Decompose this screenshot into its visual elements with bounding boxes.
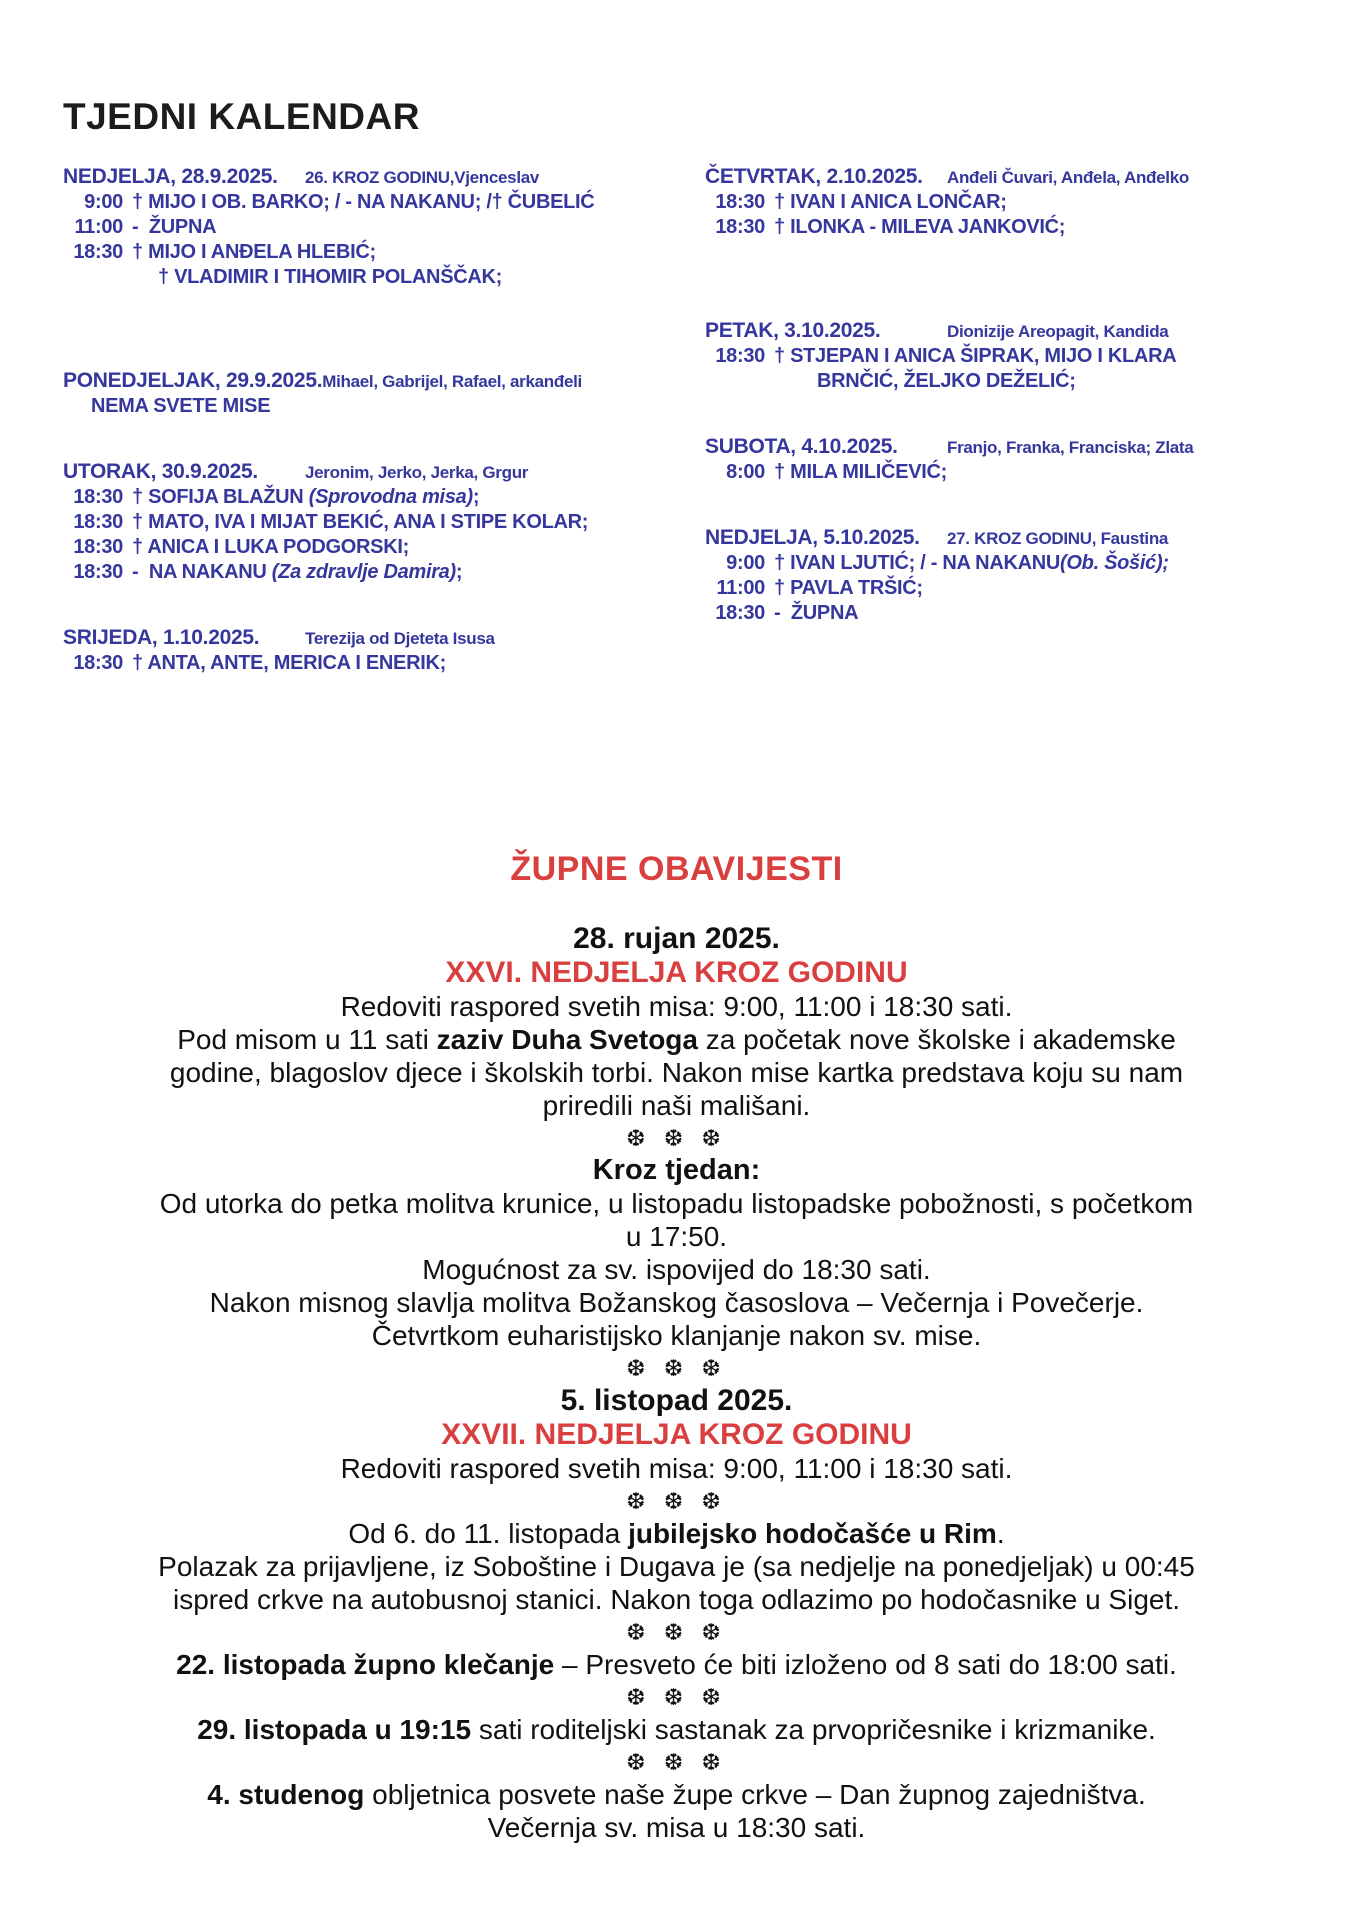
day-header — [705, 164, 1305, 190]
mass-time: 9:00 — [84, 191, 123, 213]
text-segment: Nakon misnog slavlja molitva Božanskog časoslova – Večernja i Povečerje. — [209, 1287, 1144, 1318]
text-segment: † MIJO I OB. BARKO; / - NA NAKANU; /† ČUBELIĆ — [132, 191, 595, 213]
announcement-body — [43, 1517, 1311, 1550]
day-block — [705, 164, 1305, 240]
mass-time: 11:00 — [74, 216, 123, 238]
mass-text — [132, 216, 216, 238]
day-block — [705, 434, 1305, 485]
mass-text — [132, 561, 462, 583]
text-segment: Od 6. do 11. listopada — [348, 1518, 629, 1549]
day-header — [705, 318, 1305, 344]
day-block — [63, 459, 663, 585]
mass-text — [774, 602, 858, 624]
announcement-body — [43, 1713, 1311, 1746]
text-segment: ; — [472, 486, 480, 508]
text-segment: BRNČIĆ, ŽELJKO DEŽELIĆ; — [817, 370, 1076, 392]
day-block — [705, 318, 1305, 394]
mass-text — [132, 241, 376, 263]
announcement-h_black: 5. listopad 2025. — [560, 1384, 793, 1417]
text-segment: - NA NAKANU — [132, 561, 272, 583]
day-block — [63, 164, 663, 290]
day-feast: Anđeli Čuvari, Anđela, Anđelko — [947, 168, 1189, 187]
day-header — [705, 434, 1305, 460]
text-segment: Polazak za prijavljene, iz Soboštine i Dugava je (sa nedjelje na ponedjeljak) u 00:45 — [158, 1551, 1195, 1582]
text-segment: jubilejsko hodočašće u Rim — [628, 1518, 997, 1549]
text-segment: - ŽUPNA — [132, 216, 217, 238]
announcement-h_black: 28. rujan 2025. — [573, 922, 780, 955]
announcement-body — [43, 1319, 1311, 1352]
calendar-column-left — [63, 164, 663, 716]
snowflake-separator: ❆ ❆ ❆ — [626, 1125, 727, 1151]
mass-line — [63, 651, 663, 676]
mass-line — [63, 510, 663, 535]
text-segment: ispred crkve na autobusnoj stanici. Nakon toga odlazimo po hodočasnike u Siget. — [172, 1584, 1181, 1615]
text-segment: sati roditeljski sastanak za prvopričesnike i krizmanike. — [471, 1714, 1156, 1745]
text-segment: za početak nove školske i akademske — [697, 1024, 1176, 1055]
day-date: ČETVRTAK, 2.10.2025. — [705, 165, 923, 188]
day-block — [63, 368, 663, 419]
mass-time: 18:30 — [73, 511, 123, 533]
text-segment: 29. listopada u 19:15 — [197, 1714, 472, 1745]
mass-time: 18:30 — [715, 602, 765, 624]
mass-line — [63, 190, 663, 215]
announcement-body — [43, 1452, 1311, 1485]
mass-line — [63, 485, 663, 510]
text-segment: † ILONKA - MILEVA JANKOVIĆ; — [774, 216, 1066, 238]
announcement-body — [43, 1286, 1311, 1319]
mass-text — [774, 552, 1169, 574]
text-segment: godine, blagoslov djece i školskih torbi. Nakon mise kartka predstava koju su nam — [169, 1057, 1184, 1088]
announcement-h_red: XXVI. NEDJELJA KROZ GODINU — [445, 956, 908, 989]
text-segment: NEMA SVETE MISE — [91, 395, 271, 417]
snowflake-separator: ❆ ❆ ❆ — [626, 1619, 727, 1645]
day-header — [63, 164, 663, 190]
text-segment: . — [996, 1518, 1005, 1549]
day-feast: Mihael, Gabrijel, Rafael, arkanđeli — [322, 372, 582, 391]
announcement-body — [43, 1253, 1311, 1286]
text-segment: Redoviti raspored svetih misa: 9:00, 11:00 i 18:30 sati. — [340, 991, 1013, 1022]
announcement-body — [43, 1187, 1311, 1220]
text-segment: † VLADIMIR I TIHOMIR POLANŠČAK; — [158, 266, 503, 288]
mass-text — [774, 216, 1065, 238]
mass-line — [63, 240, 663, 265]
announcements-title: ŽUPNE OBAVIJESTI — [510, 850, 843, 888]
announcement-body — [43, 1023, 1311, 1056]
mass-line — [705, 460, 1305, 485]
mass-line — [705, 551, 1305, 576]
text-segment: † IVAN I ANICA LONČAR; — [774, 191, 1007, 213]
day-header — [63, 368, 663, 394]
mass-line — [705, 215, 1305, 240]
text-segment: Mogućnost za sv. ispovijed do 18:30 sati. — [422, 1254, 931, 1285]
mass-time: 18:30 — [715, 345, 765, 367]
announcement-body — [43, 1089, 1311, 1122]
text-segment: † SOFIJA BLAŽUN — [132, 486, 309, 508]
day-header — [63, 625, 663, 651]
text-segment: Od utorka do petka molitva krunice, u listopadu listopadske pobožnosti, s početkom — [159, 1188, 1194, 1219]
text-segment: – Presveto će biti izloženo od 8 sati do 18:00 sati. — [554, 1649, 1177, 1680]
text-segment: † MILA MILIČEVIĆ; — [774, 461, 948, 483]
parish-announcements — [43, 850, 1311, 1844]
announcement-h_red: XXVII. NEDJELJA KROZ GODINU — [441, 1418, 912, 1451]
mass-time: 18:30 — [73, 536, 123, 558]
mass-line — [63, 215, 663, 240]
mass-line — [63, 535, 663, 560]
announcement-body — [43, 1056, 1311, 1089]
mass-time: 18:30 — [73, 561, 123, 583]
text-segment: Redoviti raspored svetih misa: 9:00, 11:00 i 18:30 sati. — [340, 1453, 1013, 1484]
announcement-body — [43, 1811, 1311, 1844]
text-segment: ; — [455, 561, 463, 583]
text-segment: (Za zdravlje Damira) — [271, 561, 456, 583]
mass-text — [132, 486, 479, 508]
mass-time: 18:30 — [73, 652, 123, 674]
text-segment: (Ob. Šošić); — [1060, 552, 1169, 574]
text-segment: - ŽUPNA — [774, 602, 859, 624]
day-date: PONEDJELJAK, 29.9.2025. — [63, 369, 323, 392]
day-date: SUBOTA, 4.10.2025. — [705, 435, 898, 458]
announcement-body — [43, 990, 1311, 1023]
text-segment: † MATO, IVA I MIJAT BEKIĆ, ANA I STIPE KOLAR; — [132, 511, 589, 533]
mass-time: 18:30 — [73, 486, 123, 508]
day-feast: 26. KROZ GODINU,Vjenceslav — [305, 168, 540, 187]
text-segment: † STJEPAN I ANICA ŠIPRAK, MIJO I KLARA — [774, 345, 1177, 367]
day-block — [63, 625, 663, 676]
mass-time: 18:30 — [715, 216, 765, 238]
mass-text — [774, 577, 923, 599]
day-feast: Franjo, Franka, Franciska; Zlata — [947, 438, 1194, 457]
mass-text — [817, 370, 1076, 392]
mass-text — [158, 266, 502, 288]
mass-time: 18:30 — [73, 241, 123, 263]
weekly-calendar-title: TJEDNI KALENDAR — [63, 96, 420, 137]
text-segment: † ANTA, ANTE, MERICA I ENERIK; — [132, 652, 446, 674]
mass-time: 9:00 — [726, 552, 765, 574]
day-block — [705, 525, 1305, 626]
day-date: SRIJEDA, 1.10.2025. — [63, 626, 260, 649]
mass-time: 8:00 — [726, 461, 765, 483]
text-segment: † PAVLA TRŠIĆ; — [774, 577, 923, 599]
calendar-line — [705, 369, 1305, 394]
text-segment: Večernja sv. misa u 18:30 sati. — [487, 1812, 866, 1843]
mass-line — [705, 576, 1305, 601]
announcement-body — [43, 1550, 1311, 1583]
mass-text — [774, 461, 947, 483]
mass-text — [132, 511, 588, 533]
snowflake-separator: ❆ ❆ ❆ — [626, 1355, 727, 1381]
mass-time: 11:00 — [716, 577, 765, 599]
text-segment: Pod misom u 11 sati — [177, 1024, 437, 1055]
announcement-body — [43, 1220, 1311, 1253]
text-segment: u 17:50. — [625, 1221, 728, 1252]
day-header — [63, 459, 663, 485]
mass-line — [705, 344, 1305, 369]
text-segment: (Sprovodna misa) — [308, 486, 473, 508]
snowflake-separator: ❆ ❆ ❆ — [626, 1684, 727, 1710]
weekly-calendar — [0, 164, 1353, 716]
mass-line — [63, 560, 663, 585]
calendar-line — [63, 265, 663, 290]
text-segment: obljetnica posvete naše župe crkve – Dan župnog zajedništva. — [364, 1779, 1146, 1810]
day-feast: Dionizije Areopagit, Kandida — [947, 322, 1169, 341]
announcement-body — [43, 1778, 1311, 1811]
announcement-lines — [43, 922, 1311, 1844]
mass-text — [91, 395, 270, 417]
mass-text — [774, 345, 1176, 367]
day-date: UTORAK, 30.9.2025. — [63, 460, 258, 483]
announcement-body — [43, 1648, 1311, 1681]
snowflake-separator: ❆ ❆ ❆ — [626, 1488, 727, 1514]
text-segment: priredili naši mališani. — [542, 1090, 811, 1121]
text-segment: 4. studenog — [207, 1779, 365, 1810]
mass-time: 18:30 — [715, 191, 765, 213]
mass-text — [132, 191, 594, 213]
day-date: PETAK, 3.10.2025. — [705, 319, 881, 342]
mass-text — [132, 536, 409, 558]
day-feast: Terezija od Djeteta Isusa — [305, 629, 495, 648]
day-feast: 27. KROZ GODINU, Faustina — [947, 529, 1169, 548]
announcement-body — [43, 1583, 1311, 1616]
mass-line — [705, 601, 1305, 626]
day-header — [705, 525, 1305, 551]
announcement-h_bold: Kroz tjedan: — [592, 1154, 761, 1186]
day-date: NEDJELJA, 28.9.2025. — [63, 165, 278, 188]
text-segment: zaziv Duha Svetoga — [436, 1024, 698, 1055]
text-segment: Četvrtkom euharistijsko klanjanje nakon sv. mise. — [371, 1320, 982, 1351]
snowflake-separator: ❆ ❆ ❆ — [626, 1749, 727, 1775]
day-date: NEDJELJA, 5.10.2025. — [705, 526, 920, 549]
mass-text — [132, 652, 446, 674]
day-feast: Jeronim, Jerko, Jerka, Grgur — [305, 463, 529, 482]
mass-text — [774, 191, 1007, 213]
text-segment: † MIJO I ANĐELA HLEBIĆ; — [132, 241, 376, 263]
calendar-column-right — [705, 164, 1305, 716]
text-segment: 22. listopada župno klečanje — [176, 1649, 555, 1680]
text-segment: † IVAN LJUTIĆ; / - NA NAKANU — [774, 552, 1061, 574]
text-segment: † ANICA I LUKA PODGORSKI; — [132, 536, 409, 558]
calendar-line — [63, 394, 663, 419]
mass-line — [705, 190, 1305, 215]
